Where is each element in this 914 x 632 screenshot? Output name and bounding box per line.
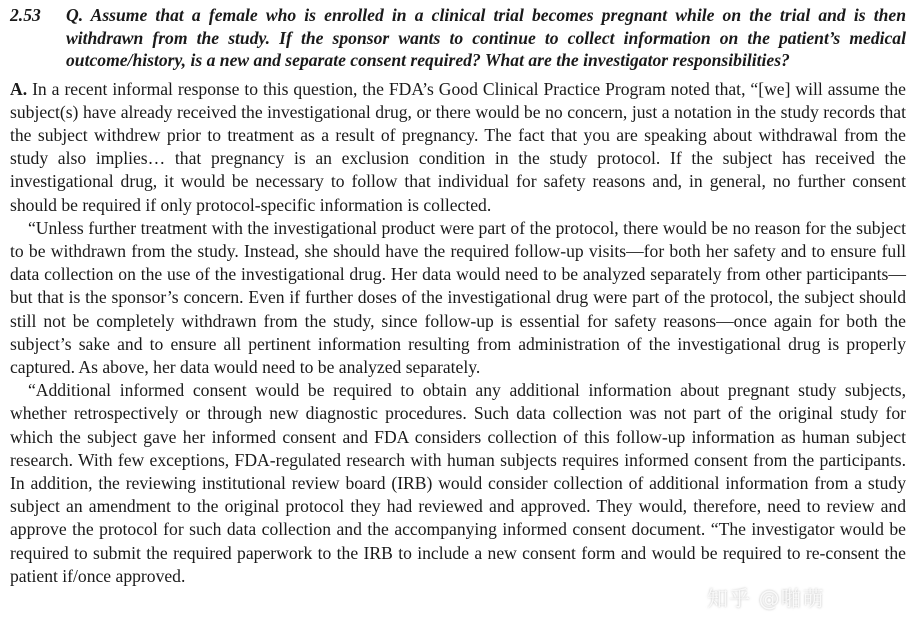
answer-paragraph-2: “Unless further treatment with the investigational product were part of the protocol, there would be no reason for the subject to be withdrawn from the study. Instead, she should have the required follow-up visits—for both her safety and to ensure full data collection on the use of the investigational drug. Her data would need to be analyzed separately from other participants—but that is the sponsor’s concern. Even if further doses of the investigational drug were part of the protocol, the subject should still not be completely withdrawn from the study, since follow-up is essential for safety reasons—once again for both the subject’s sake and to ensure all pertinent information resulting from administration of the investigational drug is properly captured. As above, her data would need to be analyzed separately. [10,217,906,377]
answer-paragraph-1-text: In a recent informal response to this question, the FDA’s Good Clinical Practice Program noted that, “[we] will assume the subject(s) have already received the investigational drug, or there would be no concern, just a notation in the study records that the subject withdrew prior to treatment as a result of pregnancy. The fact that you are speaking about withdrawal from the study also implies… that pregnancy is an exclusion condition in the study protocol. If the subject has received the investigational drug, it would be necessary to follow that individual for safety reasons and, in general, no further consent should be required if only protocol-specific information is collected. [10,78,906,215]
question-number: 2.53 [10,5,41,25]
answer-label: A. [10,78,28,99]
watermark: 知乎 @啪萌 [707,587,825,611]
answer-paragraph-3: “Additional informed consent would be required to obtain any additional information about pregnant study subjects, whether retrospectively or through new diagnostic procedures. Such data collection was not part of the original study for which the subject gave her informed consent and FDA considers collection of this follow-up information as human subject research. With few exceptions, FDA-regulated research with human subjects requires informed consent from the participants. In addition, the reviewing institutional review board (IRB) would consider collection of additional information from a study subject an amendment to the original protocol they had reviewed and approved. They would, therefore, need to review and approve the protocol for such data collection and the accompanying informed consent document. “The investigator would be required to submit the required paperwork to the IRB to include a new consent form and would be required to re-consent the patient if/once approved. [10,380,906,586]
document-page [10,0,906,588]
answer-block [10,78,906,588]
answer-paragraph-1 [10,78,906,217]
question-text: Q. Assume that a female who is enrolled in a clinical trial becomes pregnant while on the trial and is then withdrawn from the study. If the sponsor wants to continue to collect information on the patient’s medical outcome/history, is a new and separate consent required? What are the investigator responsibilities? [66,5,906,70]
question-block [10,0,906,72]
